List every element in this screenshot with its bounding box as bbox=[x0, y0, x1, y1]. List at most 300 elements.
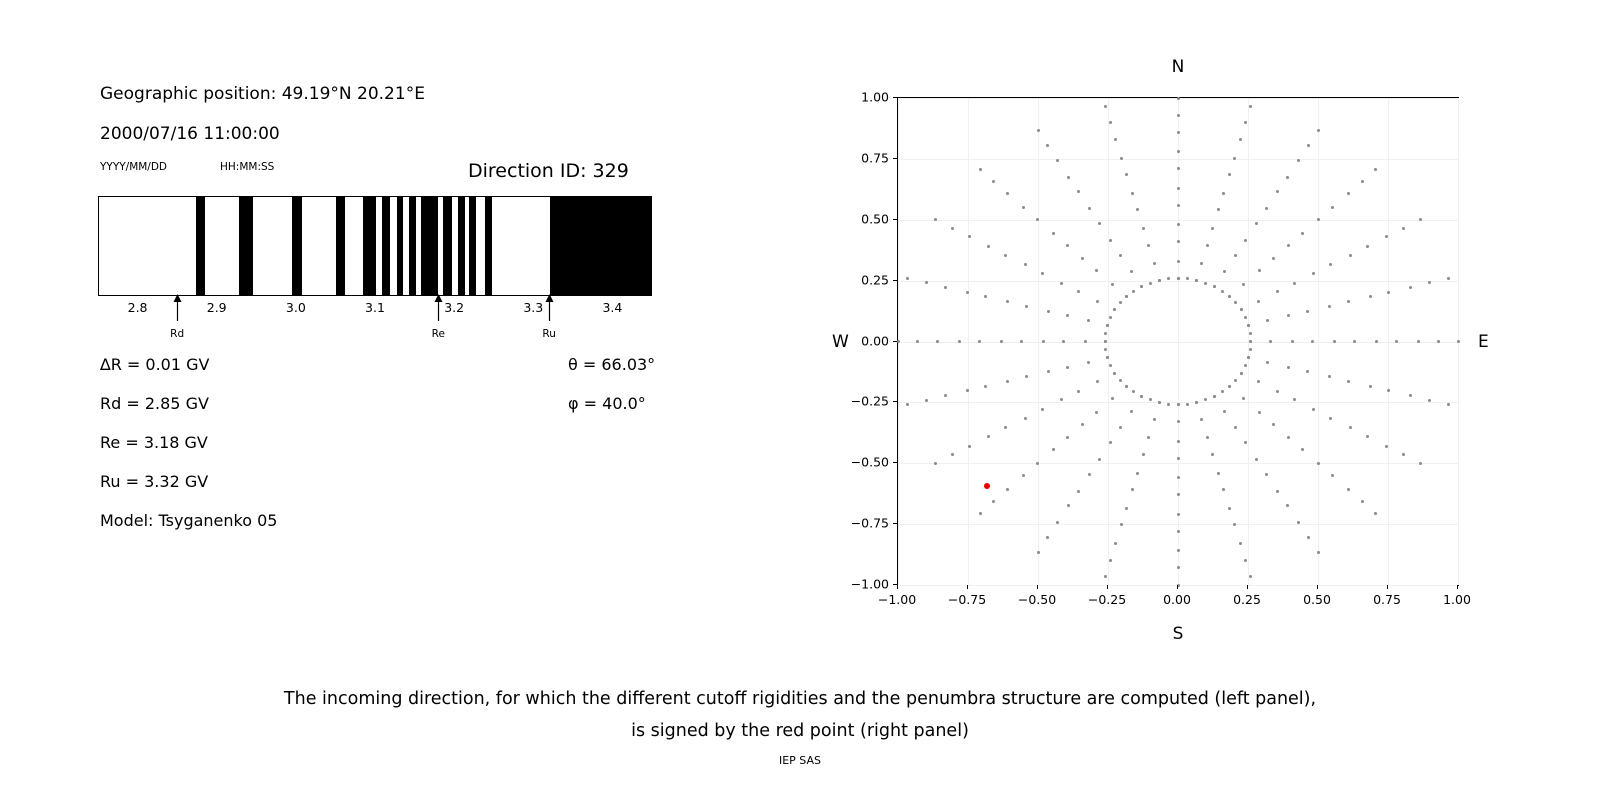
direction-dot bbox=[1130, 410, 1133, 413]
direction-dot bbox=[966, 389, 969, 392]
direction-dot bbox=[1060, 398, 1063, 401]
direction-dot bbox=[1317, 129, 1320, 132]
direction-dot bbox=[1347, 380, 1350, 383]
rd-value: Rd = 2.85 GV bbox=[100, 394, 209, 413]
direction-dot bbox=[1347, 192, 1350, 195]
direction-dot bbox=[1106, 324, 1109, 327]
direction-dot bbox=[1428, 399, 1431, 402]
direction-dot bbox=[1195, 401, 1198, 404]
direction-dot bbox=[1087, 319, 1090, 322]
left-panel bbox=[0, 0, 800, 660]
direction-dot bbox=[1177, 131, 1180, 134]
direction-dot bbox=[1006, 380, 1009, 383]
arrow-up-icon bbox=[544, 294, 555, 322]
direction-dot bbox=[1204, 398, 1207, 401]
direction-dot bbox=[1052, 232, 1055, 235]
direction-dot bbox=[1240, 372, 1243, 375]
direction-dot bbox=[1177, 420, 1180, 423]
direction-dot bbox=[1177, 457, 1180, 460]
direction-dot bbox=[1301, 448, 1304, 451]
direction-dot bbox=[1147, 436, 1150, 439]
y-tick-label: 0.75 bbox=[861, 150, 889, 166]
sky-map-plot bbox=[897, 97, 1459, 586]
direction-dot bbox=[1306, 370, 1309, 373]
direction-dot bbox=[1361, 500, 1364, 503]
direction-dot bbox=[1052, 448, 1055, 451]
direction-dot bbox=[934, 218, 937, 221]
direction-dot bbox=[1067, 176, 1070, 179]
direction-dot bbox=[1366, 245, 1369, 248]
direction-dot bbox=[1177, 549, 1180, 552]
direction-dot bbox=[934, 462, 937, 465]
right-panel bbox=[800, 0, 1600, 660]
model-value: Model: Tsyganenko 05 bbox=[100, 511, 278, 530]
direction-dot bbox=[1353, 340, 1356, 343]
direction-dot bbox=[1223, 270, 1226, 273]
direction-dot bbox=[1177, 530, 1180, 533]
direction-dot bbox=[1200, 262, 1203, 265]
credit-label: IEP SAS bbox=[778, 754, 822, 767]
direction-dot bbox=[1369, 295, 1372, 298]
direction-dot bbox=[1132, 290, 1135, 293]
direction-dot bbox=[1221, 290, 1224, 293]
direction-dot bbox=[1113, 372, 1116, 375]
direction-dot bbox=[1266, 361, 1269, 364]
direction-dot bbox=[1024, 263, 1027, 266]
direction-dot bbox=[1417, 340, 1420, 343]
direction-dot bbox=[1328, 305, 1331, 308]
direction-dot bbox=[1395, 340, 1398, 343]
direction-dot bbox=[1349, 426, 1352, 429]
compass-west-label: W bbox=[832, 332, 849, 352]
direction-dot bbox=[1130, 270, 1133, 273]
direction-dot bbox=[1149, 282, 1152, 285]
direction-dot bbox=[984, 385, 987, 388]
direction-dot bbox=[1374, 512, 1377, 515]
figure-caption bbox=[0, 683, 1600, 747]
x-tickmark bbox=[1037, 585, 1038, 589]
direction-dot bbox=[1234, 426, 1237, 429]
direction-dot bbox=[1244, 441, 1247, 444]
direction-dot bbox=[1419, 462, 1422, 465]
direction-dot bbox=[1228, 507, 1231, 510]
direction-dot bbox=[1347, 300, 1350, 303]
penumbra-x-axis bbox=[98, 296, 652, 340]
gridline-horizontal bbox=[898, 524, 1458, 525]
direction-dot bbox=[1046, 536, 1049, 539]
penumbra-band bbox=[336, 197, 345, 295]
compass-south-label: S bbox=[1172, 624, 1184, 644]
direction-dot bbox=[1081, 423, 1084, 426]
direction-dot bbox=[1329, 417, 1332, 420]
direction-dot bbox=[1311, 340, 1314, 343]
direction-dot bbox=[1077, 290, 1080, 293]
direction-dot bbox=[1177, 97, 1180, 100]
direction-dot bbox=[1228, 173, 1231, 176]
y-tickmark bbox=[893, 341, 897, 342]
direction-dot bbox=[1265, 473, 1268, 476]
direction-dot bbox=[1047, 370, 1050, 373]
direction-dot bbox=[1375, 340, 1378, 343]
direction-dot bbox=[1047, 310, 1050, 313]
y-tick-label: −0.50 bbox=[850, 454, 889, 470]
direction-dot bbox=[1104, 105, 1107, 108]
direction-dot bbox=[1006, 488, 1009, 491]
direction-dot bbox=[1153, 418, 1156, 421]
direction-dot bbox=[1153, 262, 1156, 265]
direction-dot bbox=[1042, 340, 1045, 343]
direction-dot bbox=[1024, 417, 1027, 420]
direction-dot bbox=[1402, 453, 1405, 456]
delta-r-value: ∆R = 0.01 GV bbox=[100, 355, 210, 374]
direction-dot bbox=[1287, 314, 1290, 317]
direction-dot bbox=[1104, 340, 1107, 343]
direction-dot bbox=[1249, 340, 1252, 343]
direction-dot bbox=[1136, 208, 1139, 211]
direction-dot bbox=[1006, 300, 1009, 303]
direction-dot bbox=[1228, 385, 1231, 388]
direction-dot bbox=[1213, 395, 1216, 398]
direction-dot bbox=[1177, 440, 1180, 443]
direction-dot bbox=[1066, 244, 1069, 247]
direction-dot bbox=[1067, 504, 1070, 507]
direction-dot bbox=[1307, 144, 1310, 147]
re-value: Re = 3.18 GV bbox=[100, 433, 208, 452]
penumbra-tick-label: 2.9 bbox=[206, 300, 227, 315]
direction-dot bbox=[1286, 176, 1289, 179]
direction-dot bbox=[1158, 279, 1161, 282]
direction-dot bbox=[1457, 340, 1460, 343]
direction-dot bbox=[1077, 190, 1080, 193]
direction-dot bbox=[1096, 300, 1099, 303]
direction-dot bbox=[1258, 411, 1261, 414]
direction-dot bbox=[1020, 340, 1023, 343]
penumbra-band bbox=[239, 197, 252, 295]
direction-dot bbox=[1098, 458, 1101, 461]
direction-dot bbox=[1022, 474, 1025, 477]
y-tick-label: 0.25 bbox=[861, 272, 889, 288]
direction-dot bbox=[1265, 207, 1268, 210]
direction-dot bbox=[1331, 206, 1334, 209]
x-tickmark bbox=[897, 585, 898, 589]
theta-value: θ = 66.03° bbox=[568, 355, 656, 374]
direction-dot bbox=[1249, 105, 1252, 108]
direction-dot bbox=[1147, 244, 1150, 247]
penumbra-band bbox=[363, 197, 376, 295]
y-tickmark bbox=[893, 462, 897, 463]
direction-dot bbox=[1046, 144, 1049, 147]
direction-dot bbox=[1177, 240, 1180, 243]
compass-north-label: N bbox=[1171, 57, 1185, 77]
direction-dot bbox=[1402, 227, 1405, 230]
direction-dot bbox=[1111, 283, 1114, 286]
direction-dot bbox=[925, 399, 928, 402]
gridline-horizontal bbox=[898, 342, 1458, 343]
direction-dot bbox=[1328, 375, 1331, 378]
x-tick-label: 1.00 bbox=[1443, 592, 1471, 607]
direction-dot bbox=[1119, 426, 1122, 429]
penumbra-band bbox=[409, 197, 415, 295]
direction-dot bbox=[1447, 403, 1450, 406]
direction-dot bbox=[1204, 282, 1207, 285]
direction-dot bbox=[1088, 207, 1091, 210]
gridline-horizontal bbox=[898, 159, 1458, 160]
direction-dot bbox=[1233, 157, 1236, 160]
direction-dot bbox=[1369, 385, 1372, 388]
datetime-text: 2000/07/16 11:00:00 bbox=[100, 124, 280, 144]
penumbra-tick-label: 3.4 bbox=[602, 300, 623, 315]
direction-dot bbox=[1114, 542, 1117, 545]
direction-dot bbox=[1361, 180, 1364, 183]
direction-dot bbox=[1286, 504, 1289, 507]
direction-dot bbox=[1329, 263, 1332, 266]
y-tickmark bbox=[893, 523, 897, 524]
direction-dot bbox=[1119, 301, 1122, 304]
direction-dot bbox=[1206, 436, 1209, 439]
direction-dot bbox=[1206, 244, 1209, 247]
penumbra-band bbox=[443, 197, 452, 295]
rigidity-stats-left bbox=[100, 352, 277, 547]
direction-dot bbox=[1200, 418, 1203, 421]
penumbra-tick-label: 3.1 bbox=[365, 300, 385, 315]
direction-dot bbox=[1244, 364, 1247, 367]
direction-dot bbox=[1317, 218, 1320, 221]
direction-dot bbox=[1177, 167, 1180, 170]
direction-dot bbox=[1136, 472, 1139, 475]
rigidity-stats-right bbox=[568, 352, 655, 430]
direction-dot bbox=[1222, 192, 1225, 195]
direction-dot bbox=[1287, 244, 1290, 247]
direction-dot bbox=[1095, 411, 1098, 414]
x-tickmark bbox=[1247, 585, 1248, 589]
direction-dot bbox=[1211, 453, 1214, 456]
direction-dot bbox=[1004, 426, 1007, 429]
x-tick-label: −0.25 bbox=[1087, 592, 1127, 607]
direction-dot bbox=[916, 340, 919, 343]
caption-line-2: is signed by the red point (right panel) bbox=[631, 721, 969, 741]
direction-dot bbox=[1037, 129, 1040, 132]
penumbra-tick-label: 3.0 bbox=[285, 300, 306, 315]
caption-line-1: The incoming direction, for which the different cutoff rigidities and the penumbra structure are computed (left panel), bbox=[283, 689, 1317, 709]
penumbra-tick-label: 3.2 bbox=[444, 300, 465, 315]
direction-dot bbox=[1301, 232, 1304, 235]
direction-dot bbox=[1131, 192, 1134, 195]
x-tickmark bbox=[1107, 585, 1108, 589]
time-format-label: HH:MM:SS bbox=[220, 161, 275, 173]
direction-dot bbox=[1186, 403, 1189, 406]
direction-dot bbox=[1247, 324, 1250, 327]
direction-dot bbox=[1249, 332, 1252, 335]
direction-dot bbox=[951, 227, 954, 230]
direction-dot bbox=[992, 500, 995, 503]
direction-dot bbox=[1113, 308, 1116, 311]
y-tick-label: −0.75 bbox=[850, 515, 889, 531]
direction-dot bbox=[1240, 308, 1243, 311]
direction-dot bbox=[1066, 436, 1069, 439]
direction-dot bbox=[1142, 227, 1145, 230]
penumbra-band bbox=[458, 197, 465, 295]
direction-dot bbox=[1131, 488, 1134, 491]
y-tickmark bbox=[893, 97, 897, 98]
penumbra-band bbox=[397, 197, 403, 295]
x-tick-label: 0.50 bbox=[1303, 592, 1331, 607]
penumbra-band bbox=[485, 197, 491, 295]
direction-dot bbox=[1149, 398, 1152, 401]
direction-dot bbox=[958, 340, 961, 343]
direction-dot bbox=[1120, 157, 1123, 160]
y-tick-label: −0.25 bbox=[850, 393, 889, 409]
direction-dot bbox=[1276, 390, 1279, 393]
y-tick-label: −1.00 bbox=[850, 576, 889, 592]
direction-dot bbox=[1142, 453, 1145, 456]
direction-dot bbox=[1242, 283, 1245, 286]
direction-dot bbox=[1177, 513, 1180, 516]
direction-dot bbox=[1217, 472, 1220, 475]
direction-dot bbox=[1104, 348, 1107, 351]
arrow-up-icon bbox=[433, 294, 444, 322]
y-tickmark bbox=[893, 219, 897, 220]
direction-dot bbox=[1104, 575, 1107, 578]
penumbra-band bbox=[469, 197, 475, 295]
direction-dot bbox=[1096, 380, 1099, 383]
penumbra-band bbox=[421, 197, 438, 295]
direction-dot bbox=[1244, 559, 1247, 562]
direction-dot bbox=[944, 286, 947, 289]
direction-dot bbox=[987, 435, 990, 438]
direction-dot bbox=[1041, 272, 1044, 275]
direction-dot bbox=[979, 168, 982, 171]
arrow-up-icon bbox=[172, 294, 183, 322]
direction-dot bbox=[1084, 340, 1087, 343]
direction-dot bbox=[1272, 257, 1275, 260]
direction-dot bbox=[1312, 272, 1315, 275]
direction-dot bbox=[1109, 239, 1112, 242]
direction-dot bbox=[1060, 282, 1063, 285]
direction-dot bbox=[1177, 114, 1180, 117]
direction-dot bbox=[1242, 397, 1245, 400]
date-format-label: YYYY/MM/DD bbox=[100, 161, 168, 173]
direction-dot bbox=[1081, 257, 1084, 260]
x-tickmark bbox=[1177, 585, 1178, 589]
direction-dot bbox=[1177, 476, 1180, 479]
x-tick-label: 0.25 bbox=[1233, 592, 1261, 607]
penumbra-bar-chart bbox=[98, 196, 652, 296]
direction-dot bbox=[1244, 316, 1247, 319]
direction-dot bbox=[1025, 305, 1028, 308]
direction-dot bbox=[1374, 168, 1377, 171]
direction-dot bbox=[1119, 254, 1122, 257]
direction-dot bbox=[1066, 366, 1069, 369]
direction-dot bbox=[1233, 523, 1236, 526]
x-tickmark bbox=[1387, 585, 1388, 589]
direction-dot bbox=[1221, 390, 1224, 393]
x-tick-label: −0.50 bbox=[1017, 592, 1057, 607]
direction-dot bbox=[1098, 222, 1101, 225]
direction-dot bbox=[1140, 285, 1143, 288]
direction-dot bbox=[1247, 356, 1250, 359]
direction-dot bbox=[1257, 300, 1260, 303]
penumbra-band bbox=[196, 197, 205, 295]
direction-dot bbox=[1387, 291, 1390, 294]
direction-dot bbox=[1347, 488, 1350, 491]
direction-dot bbox=[987, 245, 990, 248]
direction-dot bbox=[1266, 319, 1269, 322]
selected-direction-dot bbox=[984, 483, 990, 489]
direction-dot bbox=[936, 340, 939, 343]
direction-dot bbox=[1222, 488, 1225, 491]
direction-dot bbox=[1317, 551, 1320, 554]
y-tick-label: 0.00 bbox=[861, 333, 889, 348]
direction-dot bbox=[1385, 445, 1388, 448]
direction-dot bbox=[1331, 474, 1334, 477]
direction-dot bbox=[1272, 423, 1275, 426]
direction-dot bbox=[1177, 277, 1180, 280]
direction-dot bbox=[1177, 223, 1180, 226]
direction-dot bbox=[968, 445, 971, 448]
x-tickmark bbox=[1457, 585, 1458, 589]
direction-dot bbox=[1409, 286, 1412, 289]
direction-dot bbox=[1088, 473, 1091, 476]
direction-dot bbox=[1177, 493, 1180, 496]
direction-dot bbox=[1119, 379, 1122, 382]
direction-dot bbox=[1293, 282, 1296, 285]
direction-dot bbox=[1234, 301, 1237, 304]
direction-dot bbox=[906, 403, 909, 406]
direction-dot bbox=[1213, 285, 1216, 288]
direction-dot bbox=[1077, 390, 1080, 393]
direction-dot bbox=[1006, 192, 1009, 195]
direction-id-text: Direction ID: 329 bbox=[468, 160, 629, 182]
penumbra-band bbox=[550, 197, 652, 295]
direction-dot bbox=[1158, 401, 1161, 404]
direction-dot bbox=[1109, 441, 1112, 444]
direction-dot bbox=[1293, 398, 1296, 401]
direction-dot bbox=[1087, 361, 1090, 364]
direction-dot bbox=[944, 394, 947, 397]
gridline-horizontal bbox=[898, 281, 1458, 282]
y-tickmark bbox=[893, 280, 897, 281]
direction-dot bbox=[1177, 260, 1180, 263]
direction-dot bbox=[1004, 254, 1007, 257]
direction-dot bbox=[1228, 295, 1231, 298]
direction-dot bbox=[1387, 389, 1390, 392]
direction-dot bbox=[1062, 340, 1065, 343]
penumbra-tick-label: 3.3 bbox=[523, 300, 544, 315]
y-tickmark bbox=[893, 584, 897, 585]
direction-dot bbox=[1177, 204, 1180, 207]
direction-dot bbox=[984, 295, 987, 298]
geographic-position-text: Geographic position: 49.19°N 20.21°E bbox=[100, 84, 425, 104]
direction-dot bbox=[1239, 138, 1242, 141]
direction-dot bbox=[1109, 559, 1112, 562]
direction-dot bbox=[1234, 254, 1237, 257]
direction-dot bbox=[951, 453, 954, 456]
x-tick-label: 0.00 bbox=[1163, 592, 1191, 607]
direction-dot bbox=[1109, 316, 1112, 319]
y-tickmark bbox=[893, 158, 897, 159]
direction-dot bbox=[1120, 523, 1123, 526]
direction-dot bbox=[1125, 385, 1128, 388]
direction-dot bbox=[1276, 190, 1279, 193]
direction-dot bbox=[1317, 462, 1320, 465]
penumbra-tick-label: 2.8 bbox=[127, 300, 148, 315]
direction-dot bbox=[1306, 310, 1309, 313]
direction-dot bbox=[1036, 218, 1039, 221]
direction-dot bbox=[1276, 490, 1279, 493]
direction-dot bbox=[1234, 379, 1237, 382]
direction-dot bbox=[1223, 410, 1226, 413]
y-tick-label: 0.50 bbox=[861, 211, 889, 227]
